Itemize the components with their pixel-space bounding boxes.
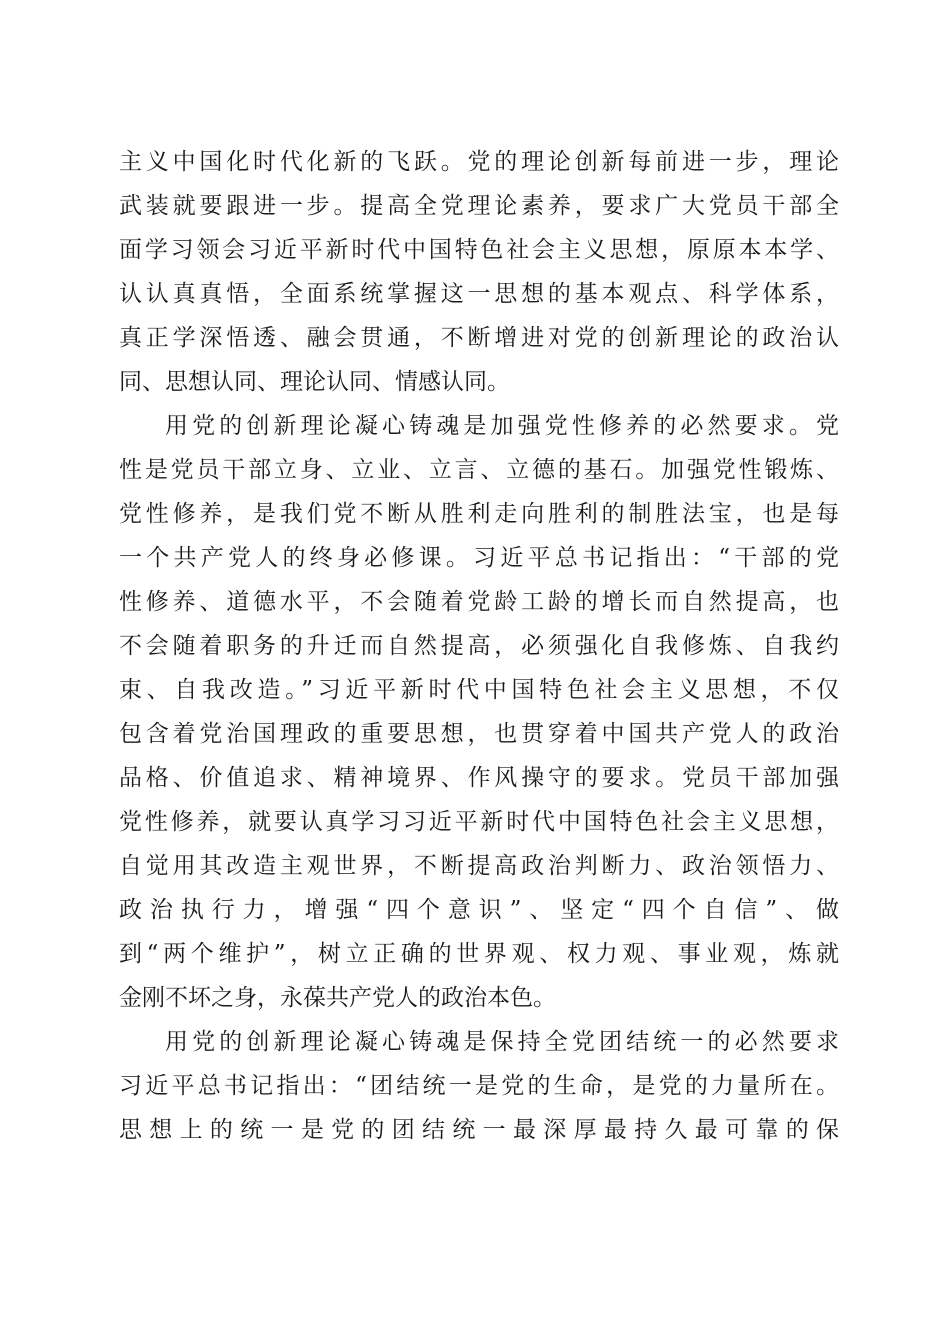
text-line: 性是党员干部立身、立业、立言、立德的基石。加强党性锻炼、 xyxy=(119,457,839,483)
text-line: 习近平总书记指出：“团结统一是党的生命，是党的力量所在。 xyxy=(119,1073,839,1099)
text-line: 同、思想认同、理论认同、情感认同。 xyxy=(119,369,510,395)
text-line: 束、自我改造。”习近平新时代中国特色社会主义思想，不仅 xyxy=(119,677,839,703)
text-line: 武装就要跟进一步。提高全党理论素养，要求广大党员干部全 xyxy=(119,193,839,219)
text-line: 政治执行力，增强“四个意识”、坚定“四个自信”、做 xyxy=(119,897,839,923)
text-line: 自觉用其改造主观世界，不断提高政治判断力、政治领悟力、 xyxy=(119,853,839,879)
text-line: 认认真真悟，全面系统掌握这一思想的基本观点、科学体系， xyxy=(119,281,839,307)
text-line: 品格、价值追求、精神境界、作风操守的要求。党员干部加强 xyxy=(119,765,839,791)
text-line: 金刚不坏之身，永葆共产党人的政治本色。 xyxy=(119,985,556,1011)
text-line: 党性修养，是我们党不断从胜利走向胜利的制胜法宝，也是每 xyxy=(119,501,839,527)
text-line: 用党的创新理论凝心铸魂是加强党性修养的必然要求。党 xyxy=(165,413,839,439)
text-line: 性修养、道德水平，不会随着党龄工龄的增长而自然提高，也 xyxy=(119,589,839,615)
text-line: 主义中国化时代化新的飞跃。党的理论创新每前进一步，理论 xyxy=(119,149,839,175)
text-line: 包含着党治国理政的重要思想，也贯穿着中国共产党人的政治 xyxy=(119,721,839,747)
text-line: 思想上的统一是党的团结统一最深厚最持久最可靠的保 xyxy=(119,1117,839,1143)
text-line: 真正学深悟透、融会贯通，不断增进对党的创新理论的政治认 xyxy=(119,325,839,351)
text-line: 面学习领会习近平新时代中国特色社会主义思想，原原本本学、 xyxy=(119,237,839,263)
text-line: 不会随着职务的升迁而自然提高，必须强化自我修炼、自我约 xyxy=(119,633,839,659)
text-line: 用党的创新理论凝心铸魂是保持全党团结统一的必然要求 xyxy=(165,1029,839,1055)
text-line: 到“两个维护”，树立正确的世界观、权力观、事业观，炼就 xyxy=(119,941,839,967)
text-line: 一个共产党人的终身必修课。习近平总书记指出：“干部的党 xyxy=(119,545,839,571)
text-line: 党性修养，就要认真学习习近平新时代中国特色社会主义思想， xyxy=(119,809,839,835)
